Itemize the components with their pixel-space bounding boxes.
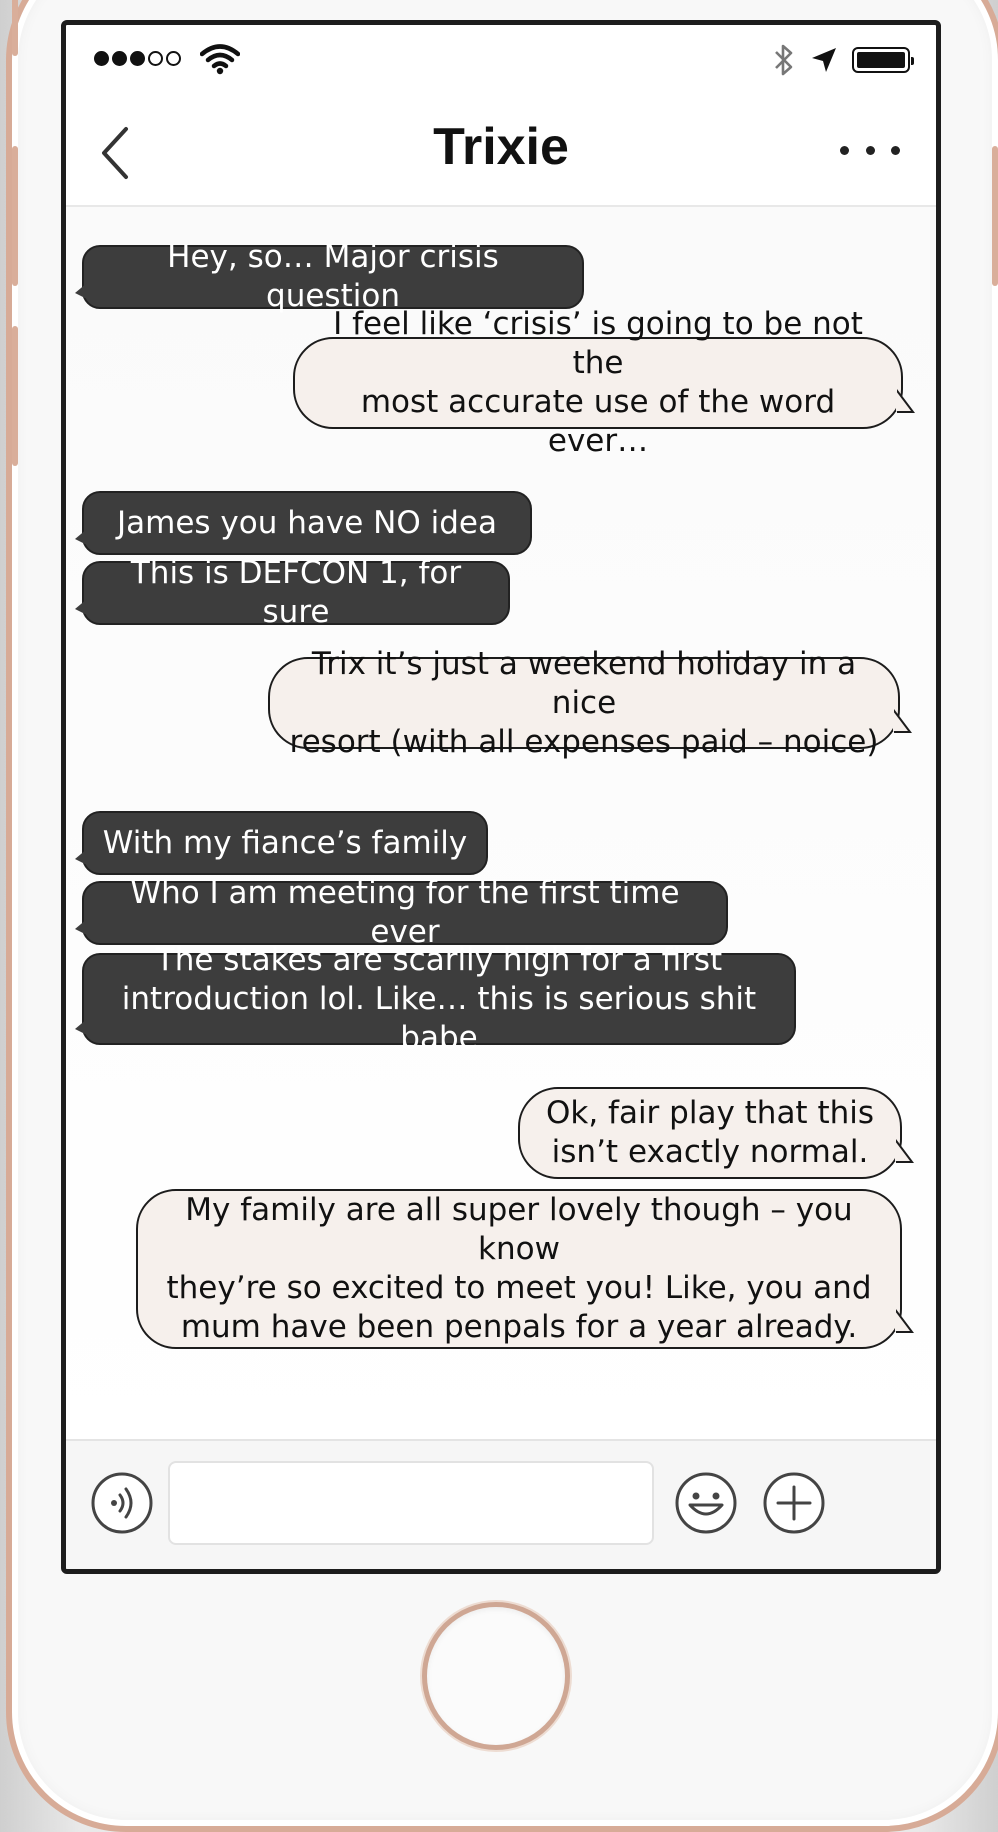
message-text: Hey, so… Major crisis question	[167, 239, 499, 314]
conversation-title: Trixie	[433, 118, 569, 176]
message-incoming	[82, 811, 488, 875]
message-list[interactable]	[66, 207, 936, 1461]
message-text: With my fiance’s family	[102, 824, 468, 861]
message-incoming	[82, 875, 728, 950]
message-outgoing	[136, 1189, 902, 1349]
home-button[interactable]	[422, 1602, 570, 1750]
plus-icon[interactable]	[762, 1471, 826, 1535]
signal-dot	[148, 51, 163, 66]
message-text: Trix it’s just a weekend holiday in a nice resort (with all expenses paid – noice)	[289, 645, 879, 760]
signal-dot	[112, 51, 127, 66]
bluetooth-icon	[772, 43, 796, 77]
message-incoming	[82, 239, 584, 314]
message-outgoing	[518, 1087, 902, 1179]
ellipsis-dot	[840, 146, 849, 155]
battery-icon	[852, 47, 910, 73]
ellipsis-icon[interactable]	[840, 135, 900, 165]
message-incoming	[82, 941, 796, 1056]
signal-dot	[94, 51, 109, 66]
ellipsis-dot	[866, 146, 875, 155]
signal-dot	[166, 51, 181, 66]
emoji-icon[interactable]	[674, 1471, 738, 1535]
wifi-icon	[200, 43, 240, 75]
power-button	[992, 146, 998, 286]
phone-screen	[61, 20, 941, 1574]
nav-bar	[66, 85, 936, 207]
message-text: I feel like ‘crisis’ is going to be not the most accurate use of the word ever…	[333, 306, 863, 459]
input-bar	[66, 1439, 936, 1569]
message-text: James you have NO idea	[117, 504, 497, 541]
message-outgoing	[293, 306, 903, 459]
volume-down-button	[12, 326, 18, 466]
message-outgoing	[268, 645, 900, 760]
volume-up-button	[12, 146, 18, 286]
message-text: This is DEFCON 1, for sure	[130, 555, 462, 630]
message-incoming	[82, 555, 510, 630]
ellipsis-dot	[891, 146, 900, 155]
battery-level	[857, 52, 905, 68]
message-text: My family are all super lovely though – you know they’re so excited to meet you! Like, you and mum have been penpals for a year already.	[166, 1192, 872, 1345]
signal-strength-icon	[94, 51, 181, 66]
location-arrow-icon	[810, 46, 838, 74]
status-bar	[66, 25, 936, 85]
message-text: The stakes are scarily high for a first introduction lol. Like… this is serious shit babe	[121, 941, 757, 1056]
message-incoming	[82, 491, 532, 555]
message-input[interactable]	[168, 1461, 654, 1545]
signal-dot	[130, 51, 145, 66]
message-text: Ok, fair play that this isn’t exactly normal.	[545, 1095, 875, 1170]
message-text: Who I am meeting for the first time ever	[130, 875, 680, 950]
mute-switch	[12, 0, 18, 56]
voice-icon[interactable]	[90, 1471, 154, 1535]
